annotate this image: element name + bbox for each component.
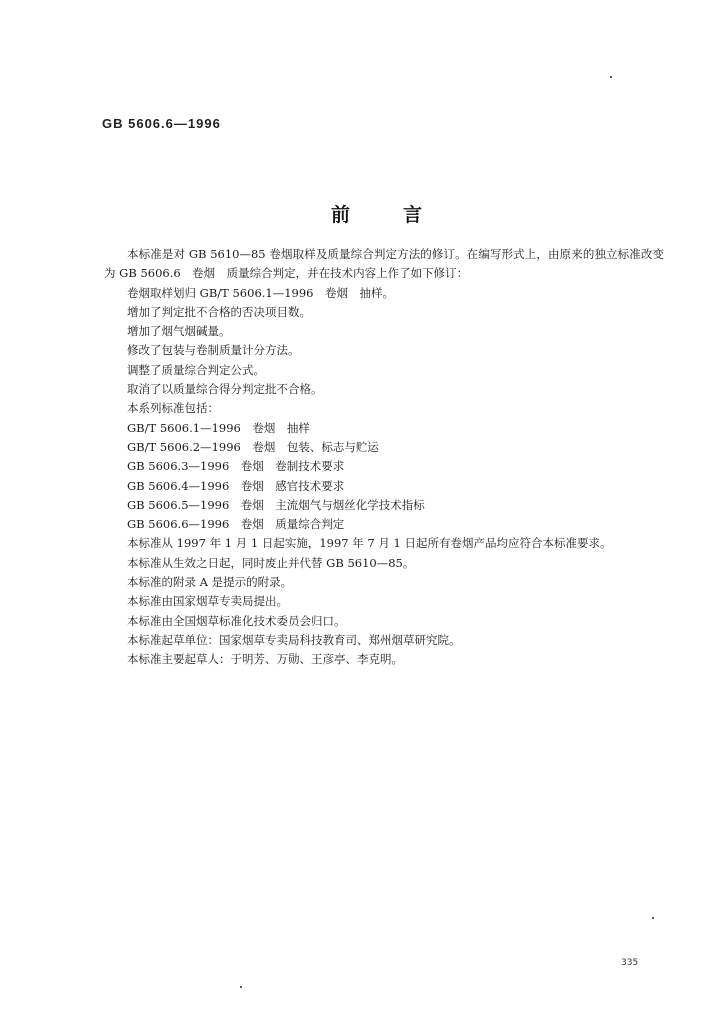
intro-paragraph: 本标准是对 GB 5610—85 卷烟取样及质量综合判定方法的修订。在编写形式上，由原来的独立标准改变为 GB 5606.6 卷烟 质量综合判定，并在技术内容上作了如下修订： <box>104 247 664 281</box>
scan-speck <box>610 76 612 78</box>
revision-item: 调整了质量综合判定公式。 <box>127 362 265 377</box>
closing-line: 本标准起草单位：国家烟草专卖局科技教育司、郑州烟草研究院。 <box>127 632 461 647</box>
scan-speck <box>240 986 242 988</box>
page-title <box>331 200 422 227</box>
closing-line: 本标准由国家烟草专卖局提出。 <box>127 594 288 609</box>
series-item: GB/T 5606.2—1996 卷烟 包装、标志与贮运 <box>127 439 379 454</box>
series-item: GB 5606.4—1996 卷烟 感官技术要求 <box>127 478 345 493</box>
closing-line: 本标准从生效之日起，同时废止并代替 GB 5610—85。 <box>127 555 415 570</box>
series-item: GB 5606.3—1996 卷烟 卷制技术要求 <box>127 459 345 474</box>
series-item: GB 5606.6—1996 卷烟 质量综合判定 <box>127 517 345 532</box>
revision-item: 修改了包装与卷制质量计分方法。 <box>127 343 300 358</box>
closing-line: 本标准从 1997 年 1 月 1 日起实施，1997 年 7 月 1 日起所有卷烟产品均应符合本标准要求。 <box>127 536 612 551</box>
closing-line: 本标准主要起草人：于明芳、万勋、王彦亭、李克明。 <box>127 652 403 667</box>
revision-item: 卷烟取样划归 GB/T 5606.1—1996 卷烟 抽样。 <box>127 285 394 300</box>
scan-speck <box>652 917 654 919</box>
series-intro: 本系列标准包括： <box>127 401 219 416</box>
page-number: 335 <box>621 958 639 968</box>
revision-item: 增加了烟气烟碱量。 <box>127 324 231 339</box>
foreword-body <box>104 245 664 670</box>
revision-item: 增加了判定批不合格的否决项目数。 <box>127 304 311 319</box>
closing-line: 本标准由全国烟草标准化技术委员会归口。 <box>127 613 346 628</box>
closing-line: 本标准的附录 A 是提示的附录。 <box>127 575 293 590</box>
title-char-1: 前 <box>331 204 351 226</box>
revision-item: 取消了以质量综合得分判定批不合格。 <box>127 382 323 397</box>
title-char-2: 言 <box>403 204 423 226</box>
series-item: GB/T 5606.1—1996 卷烟 抽样 <box>127 420 310 435</box>
series-item: GB 5606.5—1996 卷烟 主流烟气与烟丝化学技术指标 <box>127 497 425 512</box>
standard-code: GB 5606.6—1996 <box>102 116 221 131</box>
